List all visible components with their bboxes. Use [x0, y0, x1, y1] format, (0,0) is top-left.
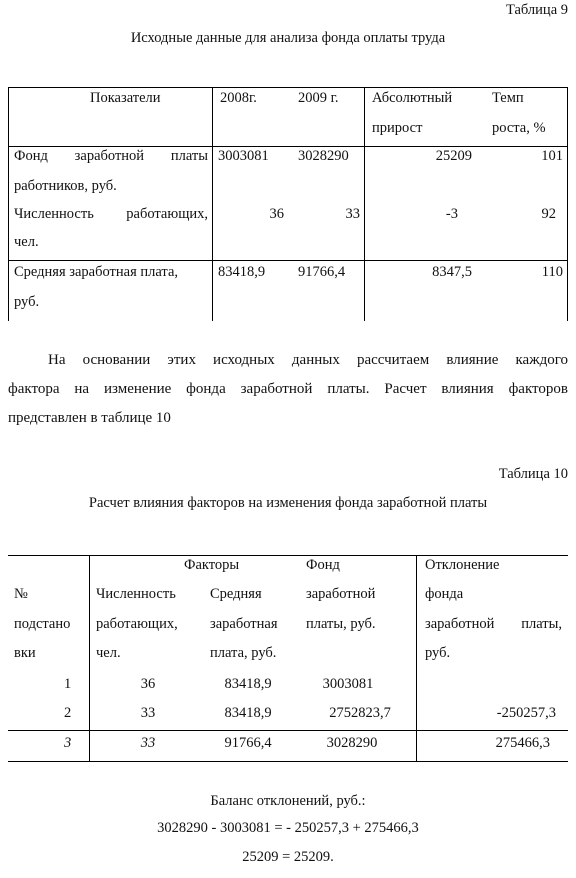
table10-cell: 36 [140, 676, 156, 692]
table10-header-count: Численность [96, 586, 176, 602]
table9-row-name: работников, руб. [14, 178, 117, 194]
table9-cell: 33 [345, 206, 360, 222]
table9-cell: 25209 [435, 148, 472, 164]
table10-header-deviation: заработной платы, [425, 616, 562, 632]
table9-header-2008: 2008г. [220, 90, 257, 106]
table10-col-divider [89, 555, 90, 761]
table10-label: Таблица 10 [498, 466, 568, 482]
table10-cell: 2 [64, 705, 72, 721]
table10-header-deviation: фонда [425, 586, 464, 602]
table10-header-fund: Фонд [306, 557, 340, 573]
table9-header-rate: Темп [492, 90, 524, 106]
table10-bottom-border [8, 761, 568, 762]
table9-cell: 101 [541, 148, 563, 164]
balance-equation: 25209 = 25209. [242, 849, 334, 865]
table10-cell: 3 [64, 735, 72, 751]
table10-cell: 3003081 [322, 676, 374, 692]
table9-right-border [567, 87, 568, 321]
balance-equation: 3028290 - 3003081 = - 250257,3 + 275466,3 [157, 820, 419, 836]
table10-cell: 91766,4 [224, 735, 272, 751]
table10-header-deviation: Отклонение [425, 557, 500, 573]
table10-header-deviation: руб. [425, 645, 451, 661]
table10-cell: 83418,9 [224, 705, 272, 721]
table10-row-divider [8, 730, 568, 731]
table10-cell: 275466,3 [495, 735, 550, 751]
table9-cell: 3028290 [298, 148, 349, 164]
body-paragraph [8, 346, 568, 433]
table9-cell: 36 [269, 206, 284, 222]
table9-row-name: Средняя заработная плата, [14, 264, 179, 280]
table9-cell: 91766,4 [298, 264, 346, 280]
table10-header-fund: платы, руб. [306, 616, 376, 632]
table10-header-num: подстано [14, 616, 71, 632]
table10-cell: 3028290 [326, 735, 378, 751]
table9-row-name: чел. [14, 234, 39, 250]
table9-cell: 8347,5 [432, 264, 472, 280]
table9-label: Таблица 9 [505, 2, 568, 18]
table9-row-name: Численность работающих, [14, 206, 208, 222]
table9-header-abs: прирост [372, 120, 423, 136]
table10-header-count: чел. [96, 645, 121, 661]
table10-title: Расчет влияния факторов на изменения фонда заработной платы [88, 495, 488, 511]
table9-header-indicator: Показатели [90, 90, 161, 106]
table9-cell: 83418,9 [218, 264, 266, 280]
table9-row-name: Фонд заработной платы [14, 148, 208, 164]
table9-col-divider [212, 87, 213, 321]
table9-cell: 3003081 [218, 148, 269, 164]
table10-col-divider [416, 555, 417, 761]
table10-header-avg: плата, руб. [210, 645, 277, 661]
table9-cell: 110 [541, 264, 563, 280]
table9-header-rate: роста, % [492, 120, 546, 136]
table10-cell: 33 [140, 735, 156, 751]
table10-cell: 83418,9 [224, 676, 272, 692]
table10-header-avg: заработная [210, 616, 278, 632]
table10-header-num: вки [14, 645, 36, 661]
table10-header-num: № [14, 586, 28, 602]
table9-title: Исходные данные для анализа фонда оплаты труда [130, 30, 446, 46]
table10-cell: 1 [64, 676, 72, 692]
paragraph-line: фактора на изменение фонда заработной платы. Расчет влияния факторов [8, 381, 568, 397]
paragraph-line: На основании этих исходных данных рассчитаем влияние каждого [48, 352, 568, 368]
table9-left-border [8, 87, 9, 321]
table10-header-fund: заработной [306, 586, 376, 602]
table9-header-2009: 2009 г. [298, 90, 339, 106]
table10-cell: 33 [140, 705, 156, 721]
table9-col-divider [364, 87, 365, 321]
paragraph-line: представлен в таблице 10 [8, 410, 171, 426]
table10-cell: 2752823,7 [329, 705, 391, 721]
table9-cell: -3 [445, 206, 458, 222]
table10-header-count: работающих, [96, 616, 178, 632]
table9-header-abs: Абсолютный [372, 90, 453, 106]
table10-header-factors: Факторы [184, 557, 240, 573]
table10-header-avg: Средняя [210, 586, 262, 602]
table9-row-name: руб. [14, 294, 40, 310]
balance-title: Баланс отклонений, руб.: [210, 793, 366, 809]
table10-cell: -250257,3 [496, 705, 556, 721]
table9-cell: 92 [541, 206, 556, 222]
